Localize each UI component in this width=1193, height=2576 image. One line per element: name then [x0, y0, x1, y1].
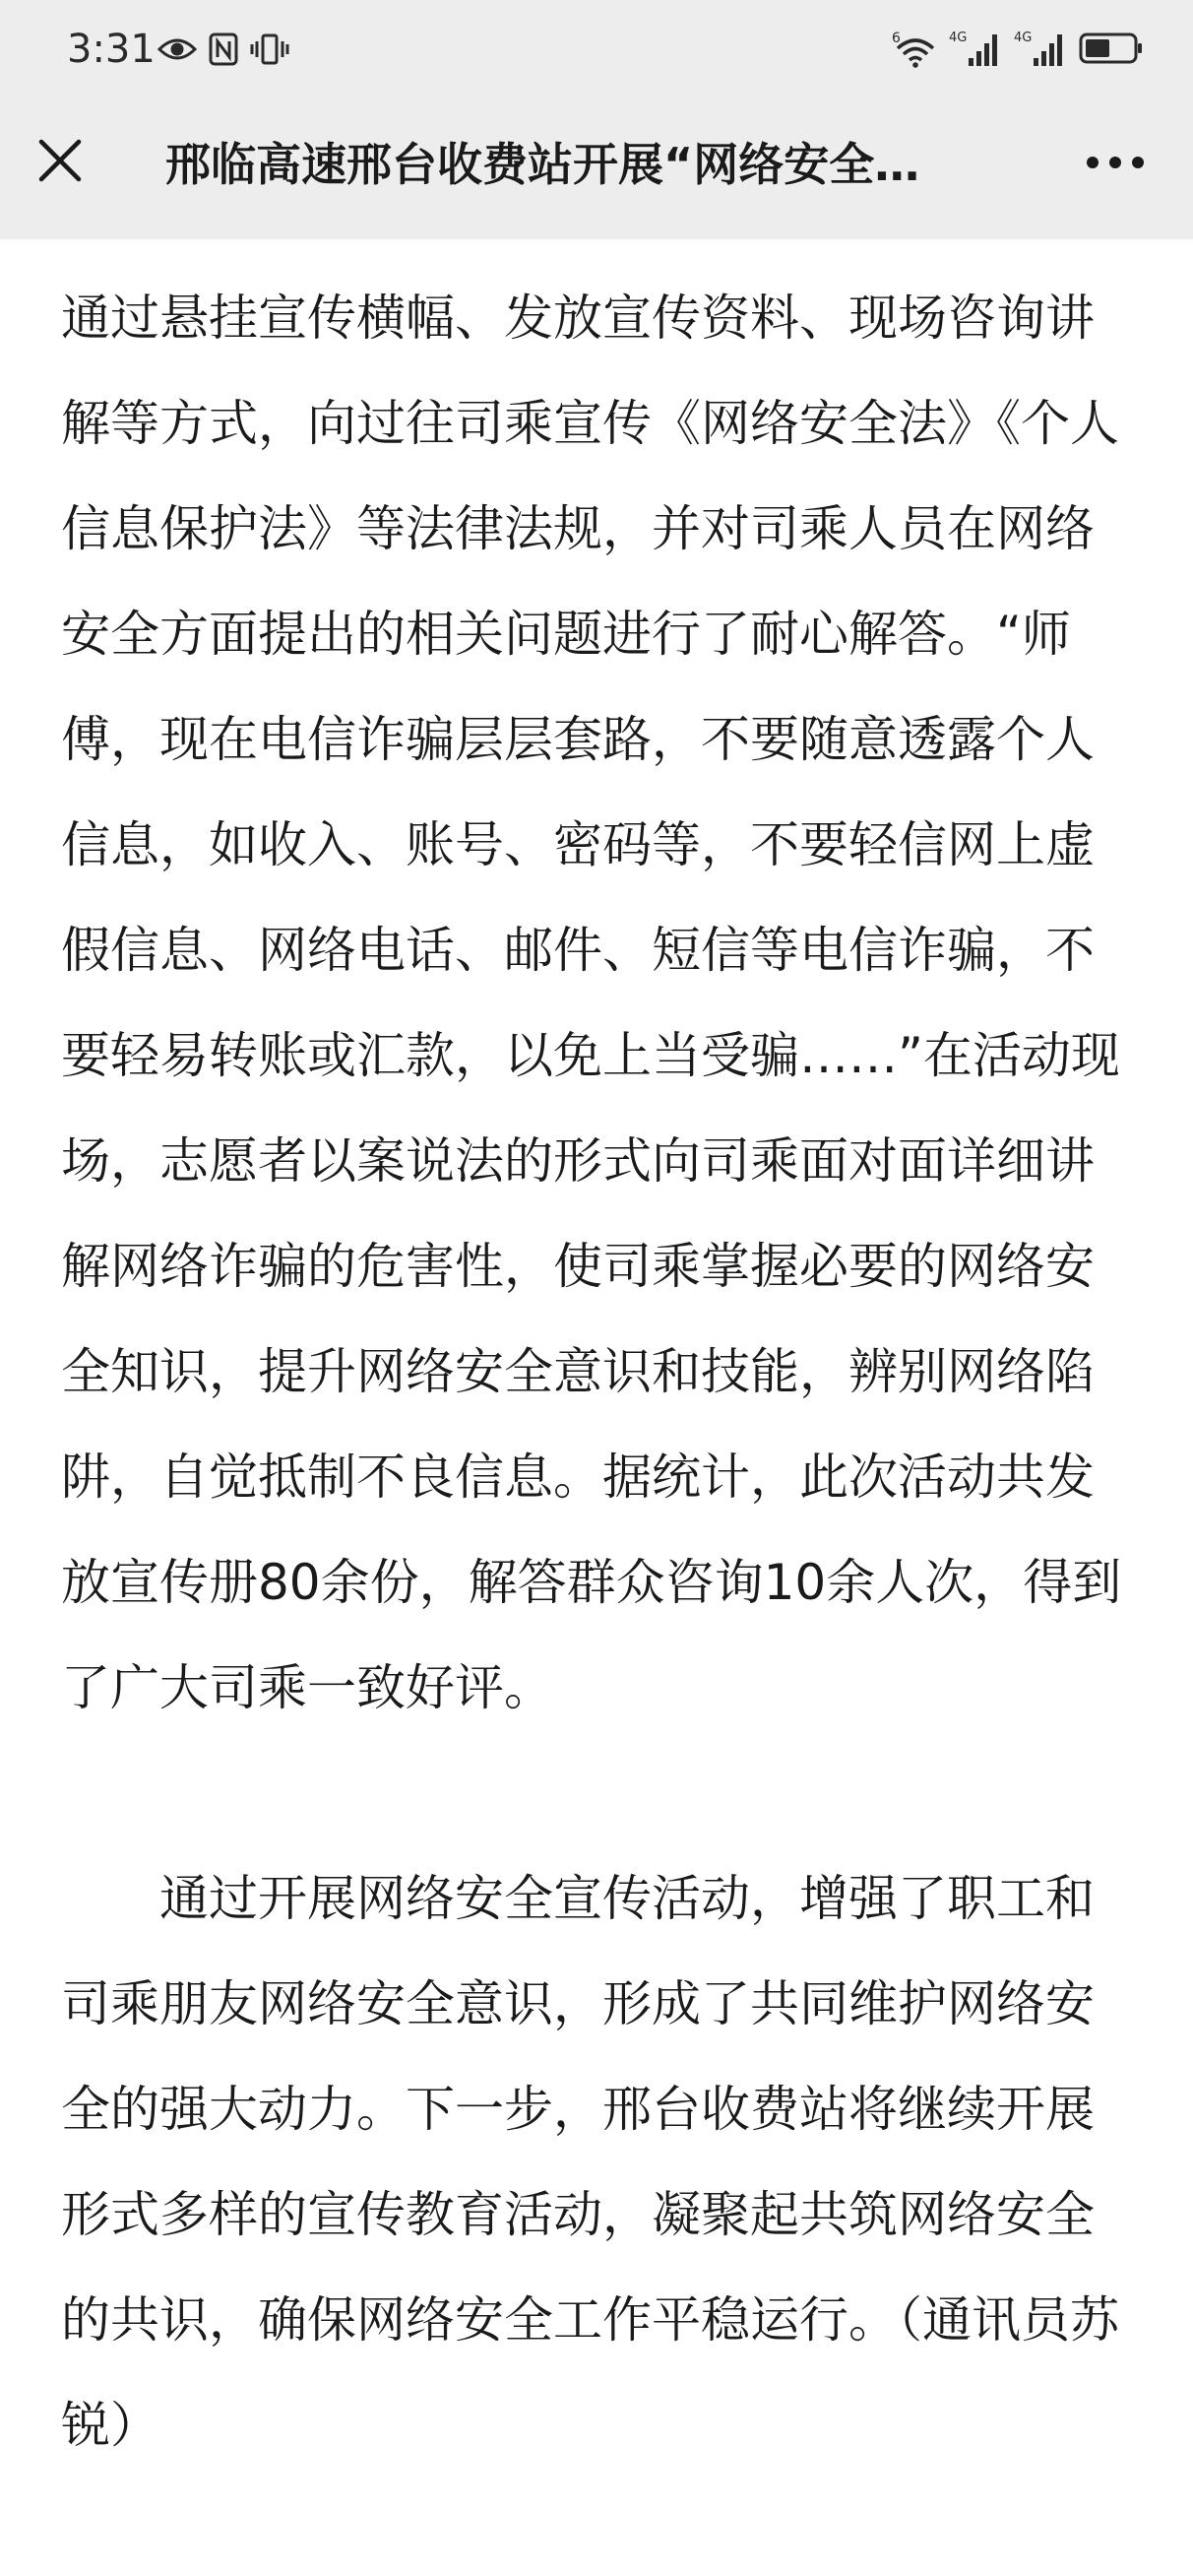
article-paragraph-2: 通过开展网络安全宣传活动，增强了职工和司乘朋友网络安全意识，形成了共同维护网络安全的强大动力。下一步，邢台收费站将继续开展形式多样的宣传教育活动，凝聚起共筑网络安全的共识，确保网络安全工作平稳运行。（通讯员苏锐） — [61, 1870, 1119, 2454]
more-icon — [1086, 156, 1145, 169]
wifi-6-icon — [890, 29, 939, 72]
status-right-icons — [890, 26, 1144, 75]
status-left-icons — [157, 30, 289, 73]
top-area — [0, 0, 1193, 239]
close-icon — [37, 138, 83, 183]
signal-4g-icon — [949, 29, 1004, 72]
article-paragraph-1: 通过悬挂宣传横幅、发放宣传资料、现场咨询讲解等方式，向过往司乘宣传《网络安全法》《个人信息保护法》等法律法规，并对司乘人员在网络安全方面提出的相关问题进行了耐心解答。“师傅，现在电信诈骗层层套路，不要随意透露个人信息，如收入、账号、密码等，不要轻信网上虚假信息、网络电话、邮件、短信等电信诈骗，不要轻易转账或汇款，以免上当受骗……”在活动现场，志愿者以案说法的形式向司乘面对面详细讲解网络诈骗的危害性，使司乘掌握必要的网络安全知识，提升网络安全意识和技能，辨别网络陷阱，自觉抵制不良信息。据统计，此次活动共发放宣传册80余份，解答群众咨询10余人次，得到了广大司乘一致好评。 — [61, 290, 1122, 1716]
wifi-label: 6 — [892, 31, 901, 46]
status-time: 3:31 — [67, 27, 156, 72]
close-button[interactable] — [28, 128, 93, 193]
article-body — [61, 266, 1134, 2479]
page-title: 邢临高速邢台收费站开展“网络安全… — [165, 138, 920, 191]
paragraph-gap — [61, 1741, 1134, 1846]
nfc-icon — [209, 32, 238, 70]
network-label-2: 4G — [1014, 31, 1033, 45]
vibrate-icon — [250, 32, 289, 70]
network-label-1: 4G — [949, 31, 968, 45]
status-bar — [0, 0, 1193, 98]
eye-icon — [157, 34, 197, 68]
nav-bar — [0, 98, 1193, 239]
more-button[interactable] — [1081, 132, 1150, 193]
signal-4g-icon — [1014, 29, 1069, 72]
battery-icon — [1079, 31, 1144, 70]
